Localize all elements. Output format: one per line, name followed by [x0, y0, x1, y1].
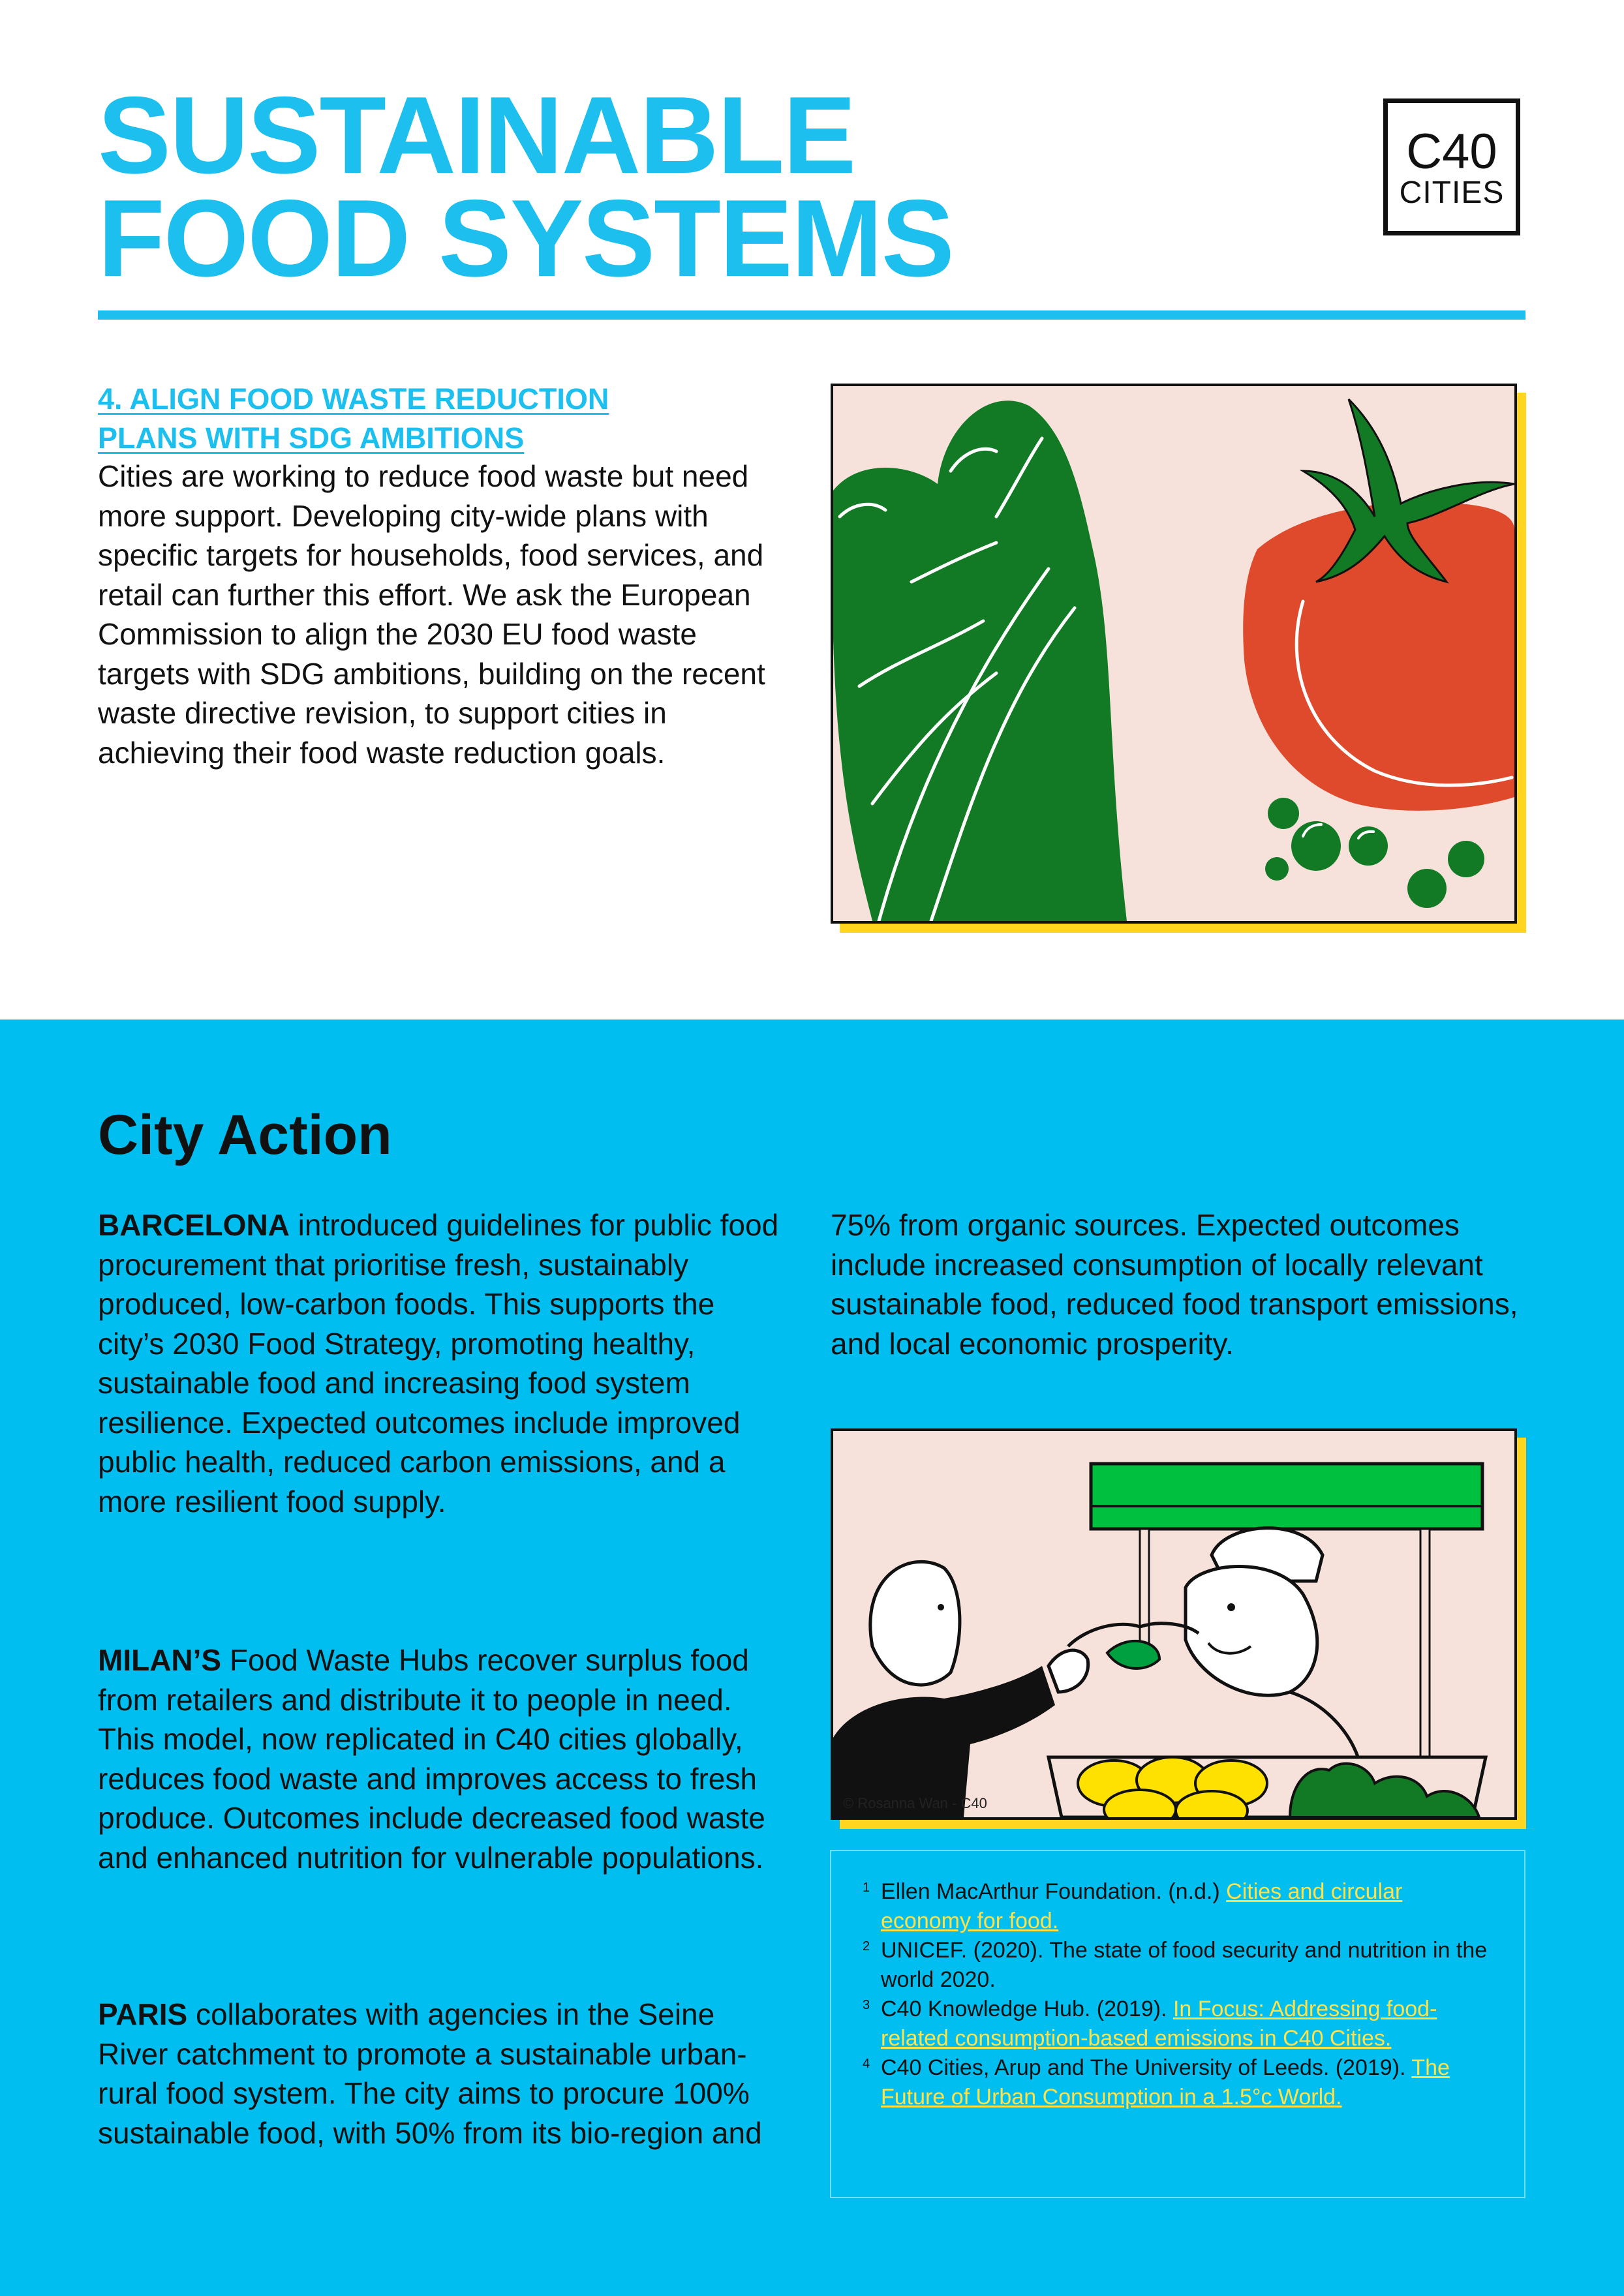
page-title [98, 74, 953, 299]
reference-text: C40 Cities, Arup and The University of Leeds. (2019). [881, 2055, 1412, 2080]
illustration-frame [831, 1428, 1517, 1820]
section-4-heading-line-1: 4. ALIGN FOOD WASTE REDUCTION [98, 382, 609, 415]
section-4-heading[interactable] [98, 380, 750, 458]
tomato-icon [1243, 502, 1514, 811]
pea-icon [1268, 798, 1299, 829]
image-credit: © Rosanna Wan - C40 [843, 1795, 987, 1811]
lettuce-icon [833, 400, 1127, 921]
reference-number: 2 [863, 1939, 870, 1954]
title-line-1: SUSTAINABLE [98, 74, 855, 196]
reference-3 [863, 1995, 1498, 2053]
reference-text: UNICEF. (2020). The state of food security and nutrition in the world 2020. [881, 1938, 1488, 1992]
awning-icon [1091, 1464, 1482, 1529]
pea-icon [1265, 857, 1289, 881]
header-divider [98, 310, 1525, 320]
milan-paragraph [98, 1640, 783, 1877]
pea-icon [1291, 821, 1341, 871]
logo-cities: CITIES [1399, 175, 1505, 210]
c40-cities-logo [1383, 98, 1520, 235]
customer-headscarf-icon [870, 1562, 960, 1685]
vegetables-illustration [831, 384, 1526, 933]
paris-name: PARIS [98, 1997, 188, 2031]
city-action-title: City Action [98, 1104, 392, 1166]
reference-2 [863, 1936, 1498, 1995]
reference-4 [863, 2053, 1498, 2112]
paris-continued-paragraph: 75% from organic sources. Expected outcomes include increased consumption of locally relevant sustainable food, reduced food transport emissions, and local economic prosperity. [831, 1208, 1518, 1361]
reference-link[interactable]: Cities and circular economy for food. [881, 1879, 1403, 1933]
illustration-frame [831, 384, 1517, 924]
reference-text: Ellen MacArthur Foundation. (n.d.) [881, 1879, 1227, 1904]
title-line-2: FOOD SYSTEMS [98, 177, 953, 299]
vegetables-svg [833, 386, 1514, 921]
market-svg [833, 1431, 1514, 1817]
milan-name: MILAN’S [98, 1643, 222, 1677]
pea-icon [1448, 841, 1484, 877]
vendor-icon [1186, 1567, 1317, 1696]
logo-c40: C40 [1406, 124, 1497, 179]
reference-text: C40 Knowledge Hub. (2019). [881, 1997, 1173, 2021]
barcelona-name: BARCELONA [98, 1208, 290, 1242]
reference-number: 4 [863, 2057, 870, 2071]
paris-paragraph [98, 1995, 776, 2152]
reference-link[interactable]: The Future of Urban Consumption in a 1.5°c World. [881, 2055, 1450, 2109]
reference-number: 1 [863, 1881, 870, 1895]
lettuce-leaf-icon [1107, 1641, 1159, 1669]
barcelona-paragraph [98, 1205, 783, 1521]
section-4-heading-line-2: PLANS WITH SDG AMBITIONS [98, 421, 525, 455]
pea-icon [1407, 869, 1447, 908]
reference-link[interactable]: In Focus: Addressing food-related consumption-based emissions in C40 Cities. [881, 1997, 1437, 2051]
paris-text: collaborates with agencies in the Seine River catchment to promote a sustainable urban-rural food system. The city aims to procure 100% sustainable food, with 50% from its bio-region and [98, 1997, 762, 2150]
milan-text: Food Waste Hubs recover surplus food from retailers and distribute it to people in need. This model, now replicated in C40 cities globally, reduces food waste and improves access to fresh produce. Outcomes include decreased food waste and enhanced nutrition for vulnerable populations. [98, 1643, 765, 1875]
reference-number: 3 [863, 1998, 870, 2012]
reference-1 [863, 1877, 1498, 1936]
market-illustration [831, 1428, 1526, 1829]
section-4-body: Cities are working to reduce food waste but need more support. Developing city-wide plans with specific targets for households, food services, and retail can further this effort. We ask the European Commission to align the 2030 EU food waste targets with SDG ambitions, building on the recent waste directive revision, to support cities in achieving their food waste reduction goals. [98, 459, 765, 770]
barcelona-text: introduced guidelines for public food procurement that prioritise fresh, sustainably produced, low-carbon foods. This supports the city’s 2030 Food Strategy, promoting healthy, sustainable food and increasing food system resilience. Expected outcomes include improved public health, reduced carbon emissions, and a more resilient food supply. [98, 1208, 779, 1518]
references-box [830, 1850, 1525, 2198]
